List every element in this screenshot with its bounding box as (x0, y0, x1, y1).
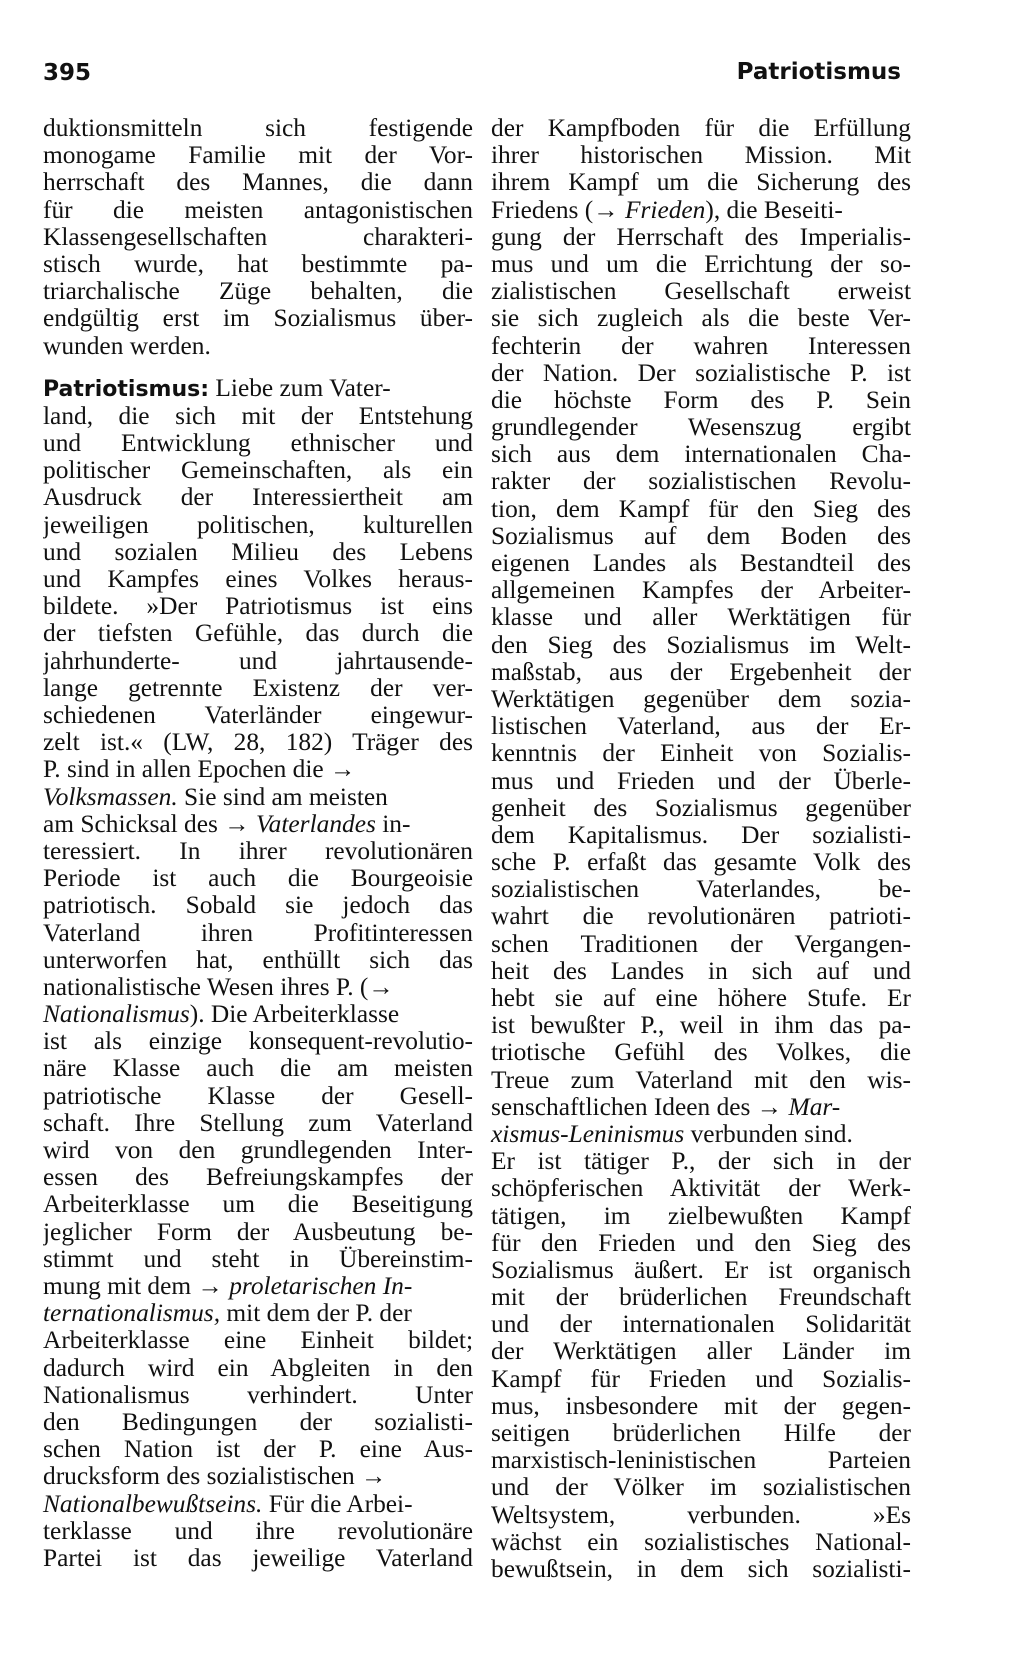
text-line: wahrt die revolutionären patrioti- (491, 903, 911, 931)
text-line: Nationalismus verhindert. Unter (43, 1381, 473, 1409)
text-line: Volksmassen. Sie sind am meisten (43, 782, 388, 811)
text-line: politischer Gemeinschaften, als ein (43, 457, 473, 485)
arrow-icon: → (330, 755, 356, 784)
text-line: grundlegender Wesenszug ergibt (491, 414, 911, 442)
text-line: seitigen brüderlichen Hilfe der (491, 1420, 911, 1448)
text-line: wächst ein sozialistisches National- (491, 1528, 911, 1556)
text-line: ihrem Kampf um die Sicherung des (491, 169, 911, 197)
text-line: und sozialen Milieu des Lebens (43, 538, 473, 566)
text-line: tätigen, im zielbewußten Kampf (491, 1202, 911, 1230)
text-line: mus und Frieden und der Überle- (491, 767, 911, 795)
text-line: patriotisch. Sobald sie jedoch das (43, 892, 473, 920)
text-line: Nationalbewußtseins. Für die Arbei- (43, 1489, 413, 1518)
cross-reference-link[interactable]: xismus-Leninismus (491, 1119, 685, 1148)
text-line: eigenen Landes als Bestandteil des (491, 550, 911, 578)
text-line: Arbeiterklasse eine Einheit bildet; (43, 1327, 473, 1355)
arrow-icon: → (361, 1462, 387, 1491)
arrow-icon: → (368, 972, 394, 1001)
text-line: drucksform des sozialistischen → (43, 1462, 387, 1491)
text-line: terklasse und ihre revolutionäre (43, 1517, 473, 1545)
text-line: Klassengesellschaften charakteri- (43, 223, 473, 251)
text-line: Kampf für Frieden und Sozialis- (491, 1365, 911, 1393)
text-line: monogame Familie mit der Vor- (43, 142, 473, 170)
text-line: schöpferischen Aktivität der Werk- (491, 1175, 911, 1203)
text-line: schen Nation ist der P. eine Aus- (43, 1436, 473, 1464)
arrow-icon: → (224, 809, 250, 838)
text-line: genheit des Sozialismus gegenüber (491, 794, 911, 822)
text-line: dadurch wird ein Abgleiten in den (43, 1354, 473, 1382)
text-line: hebt sie auf eine höhere Stufe. Er (491, 985, 911, 1013)
text-line: Patriotismus: Liebe zum Vater- (43, 373, 391, 402)
text-line: xismus-Leninismus verbunden sind. (491, 1119, 853, 1148)
text-line: ihrer historischen Mission. Mit (491, 142, 911, 170)
text-line: P. sind in allen Epochen die → (43, 755, 356, 784)
text-line: duktionsmitteln sich festigende (43, 115, 473, 142)
text-line: heit des Landes in sich auf und (491, 957, 911, 985)
text-line: Arbeiterklasse um die Beseitigung (43, 1191, 473, 1219)
right-column (491, 115, 911, 1583)
text-line: Werktätigen gegenüber dem sozia- (491, 685, 911, 713)
text-line: endgültig erst im Sozialismus über- (43, 305, 473, 333)
text-line: Vaterland ihren Profitinteressen (43, 919, 473, 947)
text-line: jeglicher Form der Ausbeutung be- (43, 1218, 473, 1246)
text-line: fechterin der wahren Interessen (491, 332, 911, 360)
text-line: der Nation. Der sozialistische P. ist (491, 359, 911, 387)
text-line: Sozialismus auf dem Boden des (491, 522, 911, 550)
text-line: den Sieg des Sozialismus im Welt- (491, 631, 911, 659)
text-line: mus, insbesondere mit der gegen- (491, 1392, 911, 1420)
text-line: dem Kapitalismus. Der sozialisti- (491, 821, 911, 849)
text-line: für den Frieden und den Sieg des (491, 1229, 911, 1257)
text-line: Friedens (→ Frieden), die Beseiti- (491, 195, 843, 224)
text-line: und Entwicklung ethnischer und (43, 430, 473, 458)
text-line: Nationalismus). Die Arbeiterklasse (43, 1000, 400, 1029)
text-line: triarchalische Züge behalten, die (43, 278, 473, 306)
text-line: marxistisch-leninistischen Parteien (491, 1447, 911, 1475)
cross-reference-link[interactable]: Volksmassen. (43, 782, 178, 811)
text-line: wunden werden. (43, 331, 211, 360)
text-line: unterworfen hat, enthüllt sich das (43, 946, 473, 974)
text-line: land, die sich mit der Entstehung (43, 402, 473, 430)
text-line: Er ist tätiger P., der sich in der (491, 1148, 911, 1176)
text-line: teressiert. In ihrer revolutionären (43, 837, 473, 865)
text-line: Weltsystem, verbunden. »Es (491, 1501, 911, 1529)
arrow-icon: → (756, 1092, 783, 1121)
text-line: klasse und aller Werktätigen für (491, 604, 911, 632)
text-line: tion, dem Kampf für den Sieg des (491, 495, 911, 523)
cross-reference-link[interactable]: Nationalismus (43, 1000, 190, 1029)
cross-reference-link[interactable]: Nationalbewußtseins. (43, 1489, 263, 1518)
text-line: lange getrennte Existenz der ver- (43, 674, 473, 702)
text-line: nationalistische Wesen ihres P. (→ (43, 972, 394, 1001)
arrow-icon: → (197, 1271, 223, 1300)
text-line: sie sich zugleich als die beste Ver- (491, 305, 911, 333)
text-line: mung mit dem → proletarischen In- (43, 1271, 413, 1300)
text-line: zelt ist.« (LW, 28, 182) Träger des (43, 729, 473, 757)
text-line: Ausdruck der Interessiertheit am (43, 484, 473, 512)
entry-headword: Patriotismus: (43, 376, 210, 402)
text-line: ist als einzige konsequent-revolutio- (43, 1028, 473, 1056)
text-line: ternationalismus, mit dem der P. der (43, 1299, 412, 1328)
cross-reference-link[interactable]: Mar- (788, 1092, 841, 1121)
text-line: stisch wurde, hat bestimmte pa- (43, 250, 473, 278)
text-line: mus und um die Errichtung der so- (491, 250, 911, 278)
text-line: kenntnis der Einheit von Sozialis- (491, 740, 911, 768)
text-line: der Kampfboden für die Erfüllung (491, 115, 911, 142)
text-line: senschaftlichen Ideen des → Mar- (491, 1092, 841, 1121)
text-line: für die meisten antagonistischen (43, 196, 473, 224)
cross-reference-link[interactable]: Frieden (625, 195, 706, 224)
running-title: Patriotismus (736, 59, 901, 85)
text-line: bildete. »Der Patriotismus ist eins (43, 593, 473, 621)
page-number: 395 (43, 60, 92, 86)
paragraph-continuation (43, 115, 473, 360)
text-line: am Schicksal des → Vaterlandes in- (43, 809, 411, 838)
text-line: allgemeinen Kampfes der Arbeiter- (491, 577, 911, 605)
text-line: Partei ist das jeweilige Vaterland (43, 1544, 473, 1572)
text-line: schiedenen Vaterländer eingewur- (43, 701, 473, 729)
text-line: patriotische Klasse der Gesell- (43, 1082, 473, 1110)
cross-reference-link[interactable]: Vaterlandes (255, 809, 376, 838)
text-line: gung der Herrschaft des Imperialis- (491, 223, 911, 251)
text-line: wird von den grundlegenden Inter- (43, 1137, 473, 1165)
text-line: den Bedingungen der sozialisti- (43, 1408, 473, 1436)
text-line: und der Völker im sozialistischen (491, 1474, 911, 1502)
text-line: Sozialismus äußert. Er ist organisch (491, 1256, 911, 1284)
text-line: stimmt und steht in Übereinstim- (43, 1245, 473, 1273)
text-line: schen Traditionen der Vergangen- (491, 930, 911, 958)
text-line: listischen Vaterland, aus der Er- (491, 713, 911, 741)
text-line: die höchste Form des P. Sein (491, 386, 911, 414)
text-line: triotische Gefühl des Volkes, die (491, 1039, 911, 1067)
text-line: maßstab, aus der Ergebenheit der (491, 658, 911, 686)
text-line: sche P. erfaßt das gesamte Volk des (491, 849, 911, 877)
text-line: bewußtsein, in dem sich sozialisti- (491, 1555, 911, 1583)
text-line: der Werktätigen aller Länder im (491, 1338, 911, 1366)
text-line: jeweiligen politischen, kulturellen (43, 511, 473, 539)
text-line: mit der brüderlichen Freundschaft (491, 1284, 911, 1312)
cross-reference-link[interactable]: proletarischen In- (229, 1271, 413, 1300)
text-line: sozialistischen Vaterlandes, be- (491, 876, 911, 904)
text-line: näre Klasse auch die am meisten (43, 1055, 473, 1083)
text-line: herrschaft des Mannes, die dann (43, 169, 473, 197)
text-line: und der internationalen Solidarität (491, 1311, 911, 1339)
arrow-icon: → (593, 195, 619, 224)
left-column (43, 115, 473, 1572)
entry-patriotismus (43, 375, 473, 1572)
text-line: rakter der sozialistischen Revolu- (491, 468, 911, 496)
cross-reference-link[interactable]: ternationalismus, (43, 1299, 221, 1328)
text-line: und Kampfes eines Volkes heraus- (43, 566, 473, 594)
text-line: jahrhunderte- und jahrtausende- (43, 647, 473, 675)
text-line: zialistischen Gesellschaft erweist (491, 278, 911, 306)
text-line: sich aus dem internationalen Cha- (491, 441, 911, 469)
text-line: ist bewußter P., weil in ihm das pa- (491, 1012, 911, 1040)
text-line: schaft. Ihre Stellung zum Vaterland (43, 1109, 473, 1137)
text-line: Periode ist auch die Bourgeoisie (43, 865, 473, 893)
text-line: essen des Befreiungskampfes der (43, 1164, 473, 1192)
text-line: der tiefsten Gefühle, das durch die (43, 620, 473, 648)
text-line: Treue zum Vaterland mit den wis- (491, 1066, 911, 1094)
